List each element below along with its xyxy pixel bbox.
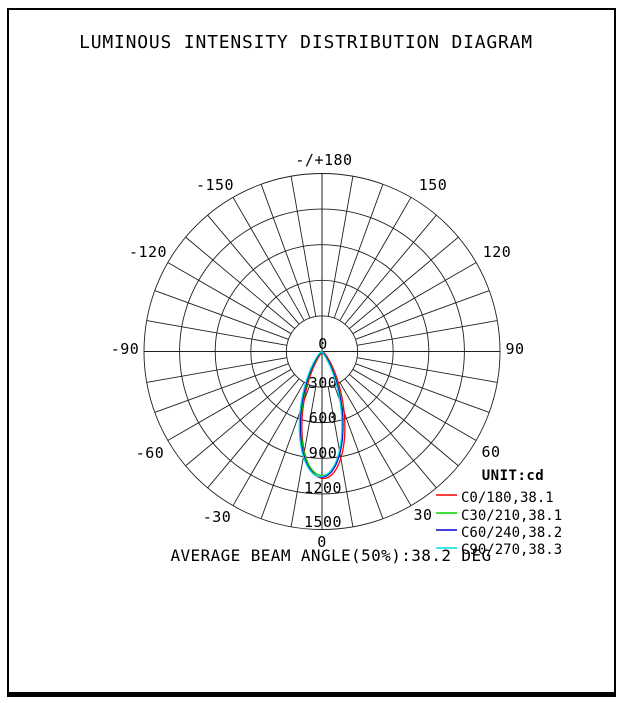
legend-unit-label: UNIT:cd [481, 468, 545, 484]
angle-label-minus90: -90 [110, 340, 140, 358]
angle-label-30: 30 [413, 506, 433, 524]
legend [436, 468, 562, 558]
angle-label-90: 90 [505, 340, 525, 358]
angle-label-pm180: -/+180 [295, 151, 353, 169]
angle-label-minus60: -60 [135, 444, 165, 462]
legend-label-c90-270: C90/270,38.3 [461, 542, 563, 558]
r-tick-label-900: 900 [308, 444, 338, 462]
average-beam-angle-note: AVERAGE BEAM ANGLE(50%):38.2 DEG [170, 546, 492, 565]
angle-label-minus30: -30 [202, 508, 232, 526]
angle-label-150: 150 [418, 176, 448, 194]
r-tick-label-300: 300 [308, 374, 338, 392]
r-tick-label-1200: 1200 [303, 479, 343, 497]
r-tick-label-1500: 1500 [303, 513, 343, 531]
legend-label-c60-240: C60/240,38.2 [461, 525, 563, 541]
legend-label-c30-210: C30/210,38.1 [461, 508, 563, 524]
legend-label-c0-180: C0/180,38.1 [461, 490, 554, 506]
angle-label-60: 60 [481, 443, 501, 461]
r-tick-label-600: 600 [308, 409, 338, 427]
angle-label-0: 0 [317, 533, 327, 551]
angle-label-120: 120 [482, 243, 512, 261]
angle-label-minus150: -150 [195, 176, 235, 194]
angle-label-minus120: -120 [128, 243, 168, 261]
chart-title: LUMINOUS INTENSITY DISTRIBUTION DIAGRAM [79, 32, 533, 53]
r-tick-label-0: 0 [318, 335, 328, 353]
